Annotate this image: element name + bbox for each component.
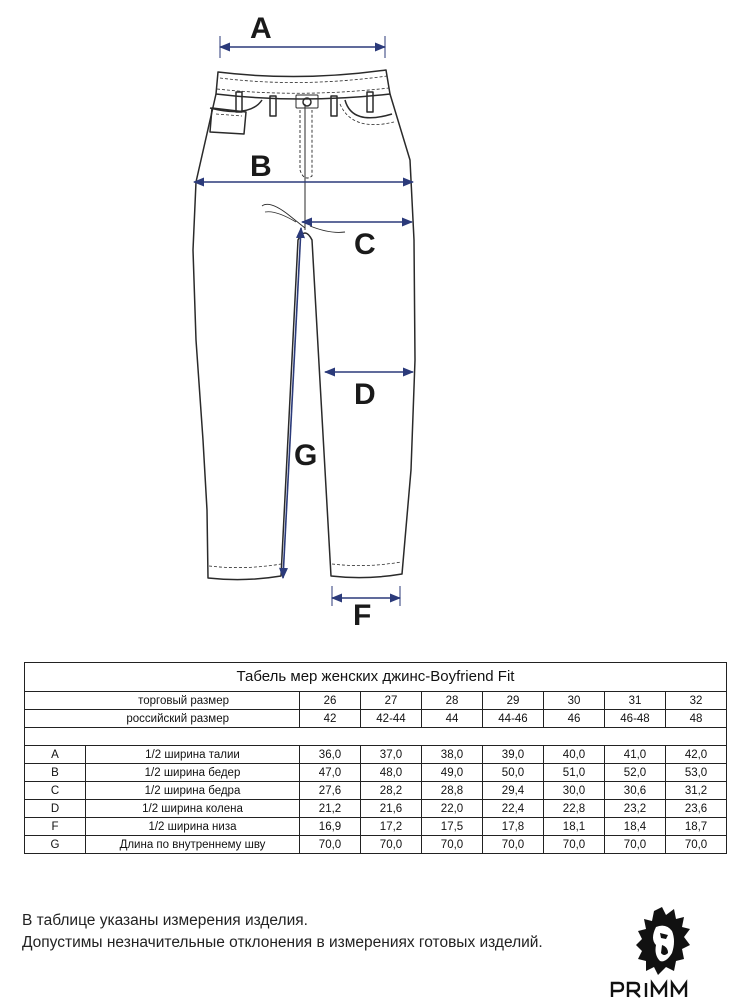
measure-value: 41,0 (605, 746, 666, 764)
measure-value: 23,2 (605, 800, 666, 818)
table-row (25, 746, 727, 764)
measure-value: 70,0 (666, 836, 727, 854)
measure-value: 31,2 (666, 782, 727, 800)
size-cell: 46-48 (605, 710, 666, 728)
spacer-cell (25, 728, 727, 746)
trade-size-row (25, 692, 727, 710)
measure-code: B (25, 764, 86, 782)
measure-value: 37,0 (361, 746, 422, 764)
measure-value: 28,2 (361, 782, 422, 800)
size-cell: 29 (483, 692, 544, 710)
measure-value: 22,0 (422, 800, 483, 818)
table-title-row (25, 663, 727, 692)
measure-value: 27,6 (300, 782, 361, 800)
note-line-1: В таблице указаны измерения изделия. (22, 912, 308, 929)
measure-code: A (25, 746, 86, 764)
size-cell: 46 (544, 710, 605, 728)
size-cell: 44 (422, 710, 483, 728)
label-d: D (354, 378, 376, 411)
measurement-rows (25, 746, 727, 854)
measure-code: D (25, 800, 86, 818)
measure-value: 42,0 (666, 746, 727, 764)
measure-value: 50,0 (483, 764, 544, 782)
measure-value: 70,0 (361, 836, 422, 854)
label-b: B (250, 150, 272, 183)
measure-value: 18,1 (544, 818, 605, 836)
size-cell: 28 (422, 692, 483, 710)
table-title: Табель мер женских джинс-Boyfriend Fit (25, 663, 727, 692)
measure-value: 18,7 (666, 818, 727, 836)
brand-logo (606, 905, 724, 1000)
measure-value: 52,0 (605, 764, 666, 782)
trade-size-label: торговый размер (25, 692, 300, 710)
size-cell: 48 (666, 710, 727, 728)
table-row (25, 836, 727, 854)
measure-value: 70,0 (544, 836, 605, 854)
measure-name: 1/2 ширина бедер (86, 764, 300, 782)
measure-value: 17,2 (361, 818, 422, 836)
label-f: F (353, 599, 372, 632)
measure-value: 51,0 (544, 764, 605, 782)
measure-value: 47,0 (300, 764, 361, 782)
size-cell: 32 (666, 692, 727, 710)
measure-name: Длина по внутреннему шву (86, 836, 300, 854)
measure-code: G (25, 836, 86, 854)
lion-head-icon (636, 907, 690, 975)
measure-value: 53,0 (666, 764, 727, 782)
measure-name: 1/2 ширина бедра (86, 782, 300, 800)
notes (22, 910, 543, 954)
measure-value: 36,0 (300, 746, 361, 764)
measure-code: F (25, 818, 86, 836)
measure-value: 70,0 (605, 836, 666, 854)
size-chart-table (24, 662, 727, 854)
label-g: G (294, 439, 318, 472)
measure-name: 1/2 ширина колена (86, 800, 300, 818)
measure-value: 28,8 (422, 782, 483, 800)
measure-value: 18,4 (605, 818, 666, 836)
spacer-row (25, 728, 727, 746)
measure-name: 1/2 ширина низа (86, 818, 300, 836)
label-a: A (250, 12, 272, 45)
measure-value: 30,6 (605, 782, 666, 800)
ru-size-label: российский размер (25, 710, 300, 728)
measure-value: 70,0 (483, 836, 544, 854)
table-row (25, 782, 727, 800)
table-row (25, 818, 727, 836)
measure-value: 21,2 (300, 800, 361, 818)
measure-value: 70,0 (300, 836, 361, 854)
measure-code: C (25, 782, 86, 800)
measure-value: 39,0 (483, 746, 544, 764)
size-cell: 30 (544, 692, 605, 710)
jeans-outline (193, 70, 415, 580)
measure-value: 22,8 (544, 800, 605, 818)
measure-value: 48,0 (361, 764, 422, 782)
measure-name: 1/2 ширина талии (86, 746, 300, 764)
measure-value: 16,9 (300, 818, 361, 836)
note-line-2: Допустимы незначительные отклонения в измерениях готовых изделий. (22, 934, 543, 951)
measure-value: 17,5 (422, 818, 483, 836)
measure-value: 38,0 (422, 746, 483, 764)
size-cell: 44-46 (483, 710, 544, 728)
measure-value: 30,0 (544, 782, 605, 800)
table-row (25, 800, 727, 818)
dimension-lines (194, 36, 413, 606)
measure-value: 70,0 (422, 836, 483, 854)
size-cell: 42-44 (361, 710, 422, 728)
measure-value: 17,8 (483, 818, 544, 836)
size-cell: 31 (605, 692, 666, 710)
measure-value: 23,6 (666, 800, 727, 818)
label-c: C (354, 228, 376, 261)
size-cell: 26 (300, 692, 361, 710)
measure-value: 22,4 (483, 800, 544, 818)
measure-value: 21,6 (361, 800, 422, 818)
brand-wordmark (612, 983, 686, 997)
measure-value: 40,0 (544, 746, 605, 764)
measure-value: 29,4 (483, 782, 544, 800)
table-row (25, 764, 727, 782)
ru-size-row (25, 710, 727, 728)
measure-value: 49,0 (422, 764, 483, 782)
size-cell: 42 (300, 710, 361, 728)
size-cell: 27 (361, 692, 422, 710)
